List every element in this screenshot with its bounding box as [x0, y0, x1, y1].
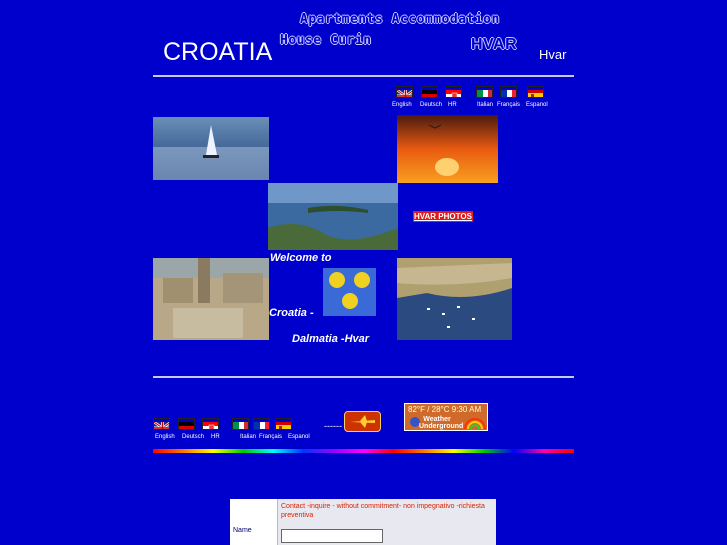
- welcome-text: Welcome to: [270, 252, 332, 264]
- flag-label-spanish[interactable]: Espanol: [288, 434, 310, 440]
- flag-label-german[interactable]: Deutsch: [420, 102, 443, 108]
- sailboat-photo[interactable]: [153, 117, 269, 180]
- middle-divider: [153, 376, 574, 378]
- hvar-subtitle: Hvar: [539, 47, 567, 62]
- airplane-icon: [345, 412, 380, 431]
- flag-label-uk[interactable]: English: [155, 434, 175, 440]
- town-square-photo[interactable]: [153, 258, 269, 340]
- flag-label-french[interactable]: Français: [259, 434, 283, 440]
- german-flag-icon[interactable]: [421, 86, 438, 98]
- croatian-flag-icon[interactable]: [202, 418, 219, 430]
- site-title: CROATIA: [163, 38, 273, 66]
- french-flag-icon[interactable]: [253, 418, 270, 430]
- coat-of-arms-icon: [323, 268, 376, 316]
- italian-flag-icon[interactable]: [232, 418, 249, 430]
- flag-label-italian[interactable]: Italian: [240, 434, 257, 440]
- weather-widget[interactable]: [404, 403, 488, 431]
- hvar-photos-link[interactable]: HVAR PHOTOS: [414, 212, 472, 221]
- dashes: ------: [324, 421, 342, 431]
- spanish-flag-icon[interactable]: [527, 86, 544, 98]
- italian-flag-icon[interactable]: [476, 86, 493, 98]
- flag-label-croatian[interactable]: HR: [448, 102, 457, 108]
- uk-flag-icon[interactable]: [396, 86, 413, 98]
- contact-form: [230, 499, 496, 545]
- top-divider: [153, 75, 574, 77]
- weather-temp: 82°F / 28°C 9:30 AM: [408, 405, 482, 414]
- weather-label: Weather Underground: [419, 416, 464, 430]
- hvar-heading: HVAR: [471, 36, 518, 53]
- french-flag-icon[interactable]: [500, 86, 517, 98]
- flag-label-uk[interactable]: English: [392, 102, 412, 108]
- name-label: Name: [233, 527, 252, 534]
- spanish-flag-icon[interactable]: [275, 418, 292, 430]
- rainbow-divider: [153, 449, 574, 453]
- name-input[interactable]: [281, 529, 383, 543]
- rainbow-icon: [463, 414, 487, 430]
- flag-label-spanish[interactable]: Espanol: [526, 102, 548, 108]
- croatian-flag-icon[interactable]: [445, 86, 462, 98]
- croatia-text: Croatia -: [269, 307, 314, 319]
- flag-label-french[interactable]: Français: [497, 102, 521, 108]
- flag-label-croatian[interactable]: HR: [211, 434, 220, 440]
- form-label-column: [230, 499, 278, 545]
- house-heading: House Curin: [280, 33, 372, 48]
- apartments-heading: Apartments Accommodation: [300, 12, 500, 27]
- flight-button[interactable]: [344, 411, 381, 432]
- contact-text: Contact -inquire - without commitment- non impegnativo -richiesta preventiva: [281, 503, 485, 519]
- coast-photo[interactable]: [268, 183, 398, 250]
- german-flag-icon[interactable]: [178, 418, 195, 430]
- uk-flag-icon[interactable]: [153, 418, 170, 430]
- sunset-photo[interactable]: [397, 115, 498, 183]
- dalmatia-text: Dalmatia -Hvar: [292, 333, 370, 345]
- harbor-photo[interactable]: [397, 258, 512, 340]
- flag-label-italian[interactable]: Italian: [477, 102, 494, 108]
- flag-label-german[interactable]: Deutsch: [182, 434, 205, 440]
